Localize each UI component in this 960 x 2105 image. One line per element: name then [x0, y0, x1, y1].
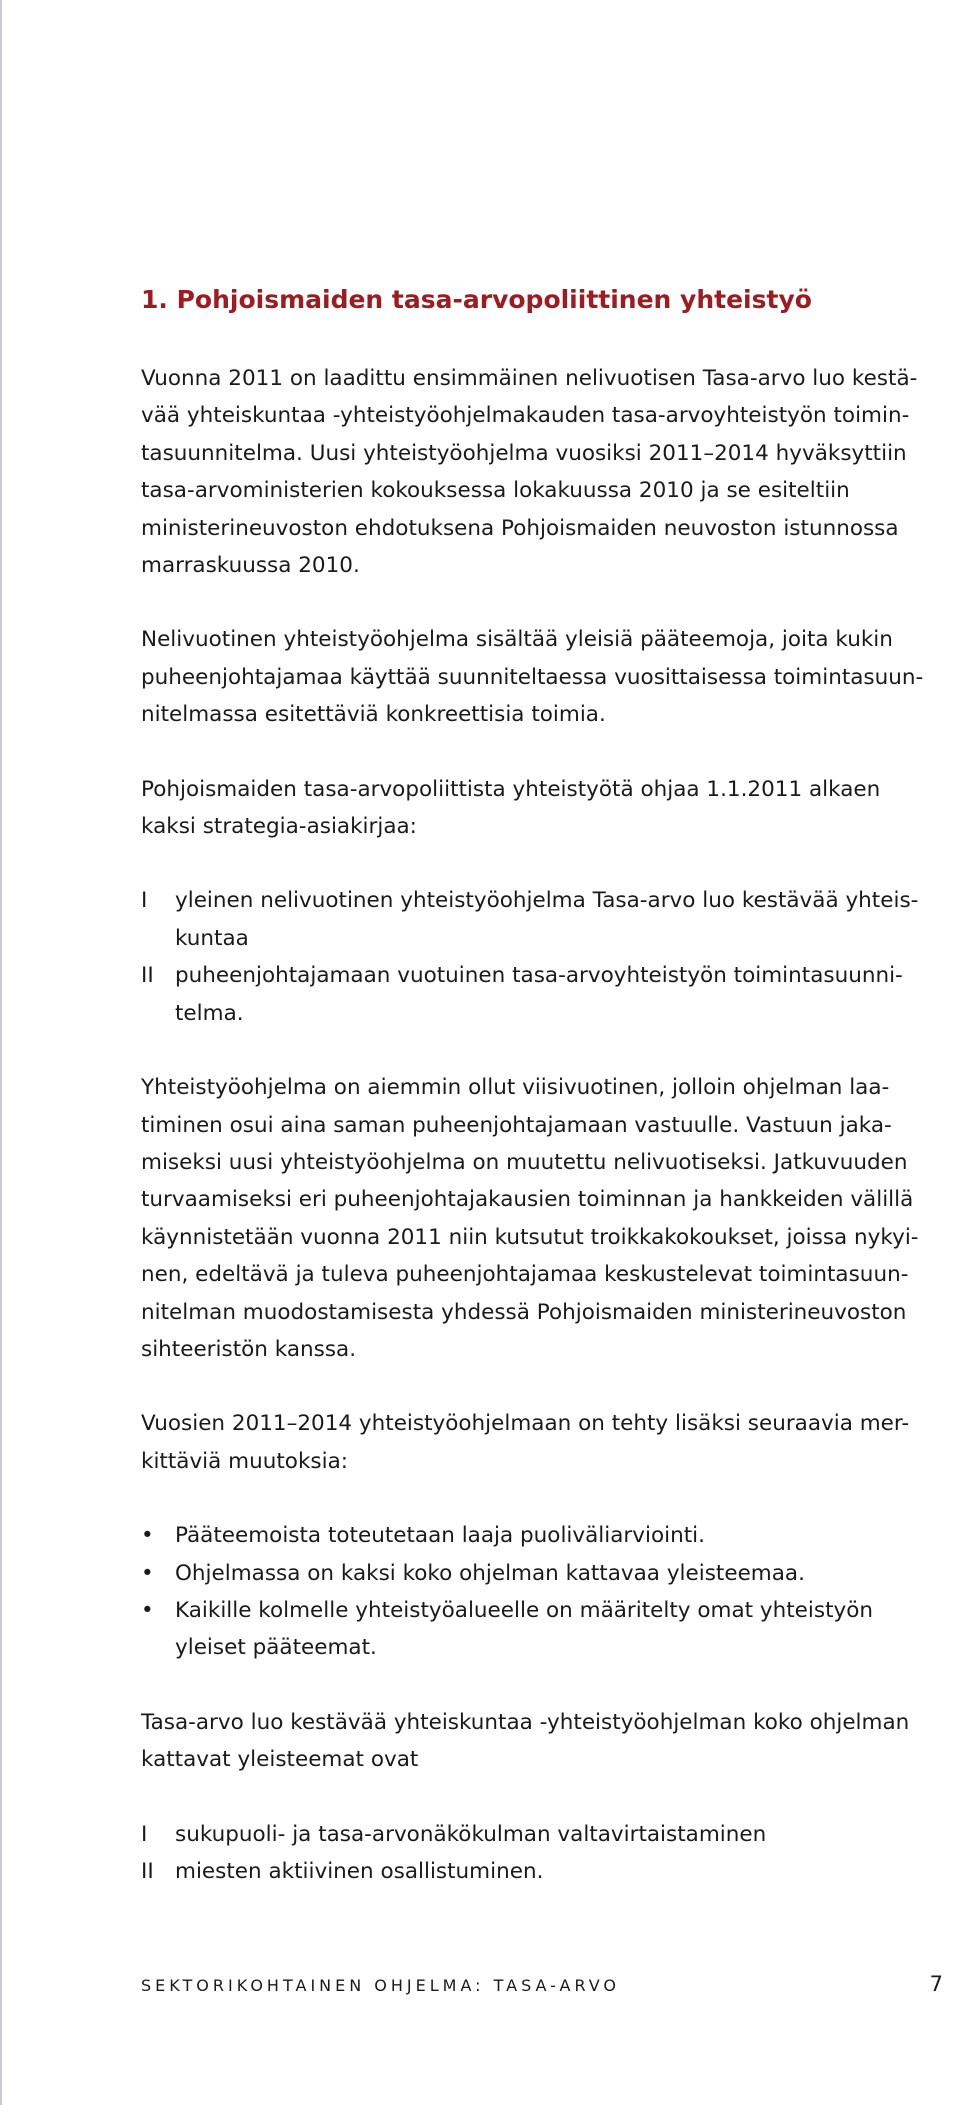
page-number: 7: [929, 1972, 943, 1996]
text-line: nitelman muodostamisesta yhdessä Pohjoismaiden ministerineuvoston: [141, 1299, 907, 1325]
list-item-text: [175, 1853, 543, 1890]
text-line: nen, edeltävä ja tuleva puheenjohtajamaa keskustelevat toimintasuun-: [141, 1262, 909, 1288]
section-heading: 1. Pohjoismaiden tasa-arvopoliittinen yhteistyö: [141, 285, 812, 314]
document-body: [141, 282, 941, 1927]
list-item: [141, 1555, 941, 1592]
text-line: tasuunnitelma. Uusi yhteistyöohjelma vuosiksi 2011–2014 hyväksyttiin: [141, 440, 907, 466]
text-line: miseksi uusi yhteistyöohjelma on muutettu nelivuotiseksi. Jatkuvuuden: [141, 1149, 908, 1175]
paragraph-2: [141, 621, 941, 733]
text-line: puheenjohtajamaa käyttää suunniteltaessa vuosittaisessa toimintasuun-: [141, 664, 924, 690]
page-footer: [141, 1972, 943, 1996]
text-line: sukupuoli- ja tasa-arvonäkökulman valtavirtaistaminen: [175, 1821, 767, 1847]
text-line: kattavat yleisteemat ovat: [141, 1747, 419, 1773]
text-line: nitelmassa esitettäviä konkreettisia toimia.: [141, 702, 606, 728]
text-line: vää yhteiskuntaa -yhteistyöohjelmakauden tasa-arvoyhteistyön toimin-: [141, 403, 910, 429]
text-line: kuntaa: [175, 925, 249, 951]
list-item-text: [175, 882, 918, 957]
text-line: telma.: [175, 1000, 244, 1026]
text-line: kaksi strategia-asiakirjaa:: [141, 814, 417, 840]
text-line: ministerineuvoston ehdotuksena Pohjoismaiden neuvoston istunnossa: [141, 515, 899, 541]
text-line: miesten aktiivinen osallistuminen.: [175, 1859, 544, 1884]
paragraph-3: [141, 771, 941, 846]
text-line: yleinen nelivuotinen yhteistyöohjelma Tasa-arvo luo kestävää yhteis-: [175, 888, 919, 914]
text-line: Nelivuotinen yhteistyöohjelma sisältää yleisiä pääteemoja, joita kukin: [141, 627, 893, 653]
strategy-document-list: [141, 882, 941, 1032]
text-line: käynnistetään vuonna 2011 niin kutsutut troikkakokoukset, joissa nykyi-: [141, 1224, 919, 1250]
paragraph-1: [141, 360, 941, 584]
list-item-text: [175, 1592, 873, 1667]
text-line: Vuonna 2011 on laadittu ensimmäinen nelivuotisen Tasa-arvo luo kestä-: [141, 366, 918, 391]
text-line: kittäviä muutoksia:: [141, 1448, 348, 1474]
roman-numeral-marker: II: [141, 963, 154, 989]
paragraph-5: [141, 1405, 941, 1480]
text-line: Pääteemoista toteutetaan laaja puoliväliarviointi.: [175, 1523, 705, 1549]
roman-numeral-marker: I: [141, 888, 148, 914]
paragraph-6: [141, 1704, 941, 1779]
list-item: [141, 1816, 941, 1853]
roman-numeral-marker: I: [141, 1821, 148, 1847]
bullet-icon: •: [141, 1560, 154, 1586]
bullet-icon: •: [141, 1523, 154, 1549]
text-line: timinen osui aina saman puheenjohtajamaan vastuulle. Vastuun jaka-: [141, 1112, 892, 1138]
list-item-text: [175, 957, 903, 1032]
list-item: [141, 957, 941, 1032]
changes-bullet-list: [141, 1517, 941, 1667]
list-item: [141, 1592, 941, 1667]
running-footer-title: SEKTORIKOHTAINEN OHJELMA: TASA-ARVO: [141, 1976, 620, 1995]
text-line: Kaikille kolmelle yhteistyöalueelle on määritelty omat yhteistyön: [175, 1597, 874, 1623]
text-line: yleiset pääteemat.: [175, 1635, 377, 1661]
bullet-icon: •: [141, 1597, 154, 1623]
general-themes-list: [141, 1816, 941, 1891]
text-line: Ohjelmassa on kaksi koko ohjelman kattavaa yleisteemaa.: [175, 1560, 805, 1586]
text-line: sihteeristön kanssa.: [141, 1336, 357, 1362]
text-line: Yhteistyöohjelma on aiemmin ollut viisivuotinen, jolloin ohjelman laa-: [141, 1075, 890, 1101]
text-line: tasa-arvoministerien kokouksessa lokakuussa 2010 ja se esiteltiin: [141, 478, 850, 504]
text-line: puheenjohtajamaan vuotuinen tasa-arvoyhteistyön toimintasuunni-: [175, 963, 903, 989]
paragraph-4: [141, 1069, 941, 1368]
roman-numeral-marker: II: [141, 1859, 154, 1884]
text-line: Pohjoismaiden tasa-arvopoliittista yhteistyötä ohjaa 1.1.2011 alkaen: [141, 776, 881, 802]
list-item: [141, 1517, 941, 1554]
text-line: Tasa-arvo luo kestävää yhteiskuntaa -yhteistyöohjelman koko ohjelman: [141, 1709, 910, 1735]
text-line: turvaamiseksi eri puheenjohtajakausien toiminnan ja hankkeiden välillä: [141, 1187, 914, 1213]
list-item-text: [175, 1555, 805, 1592]
list-item: [141, 882, 941, 957]
list-item-text: [175, 1517, 705, 1554]
list-item-text: [175, 1816, 766, 1853]
text-line: Vuosien 2011–2014 yhteistyöohjelmaan on tehty lisäksi seuraavia mer-: [141, 1411, 910, 1437]
text-line: marraskuussa 2010.: [141, 553, 360, 579]
page-edge-rule: [0, 0, 2, 2105]
list-item: [141, 1853, 941, 1890]
